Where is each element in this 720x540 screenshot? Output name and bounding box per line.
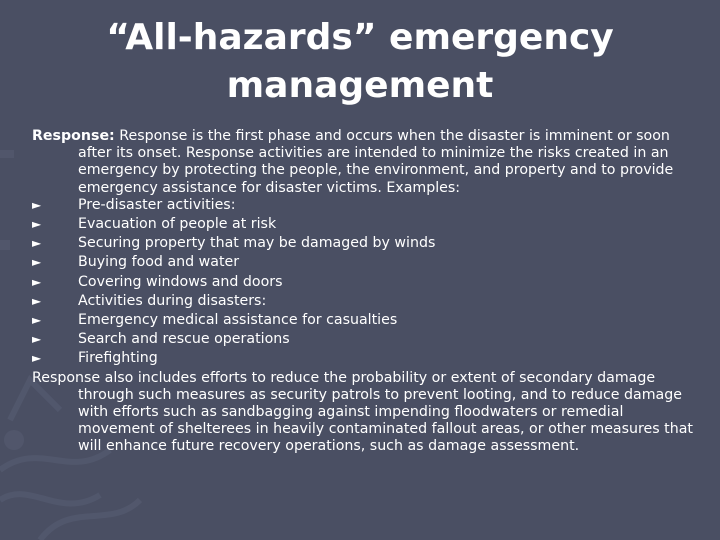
- intro-text: Response is the first phase and occurs when the disaster is imminent or soon after its onset. Response activities are intended to minimize the risks created in an emergency by protecting the people, the environment, and property and to provide emergency assistance for disaster victims. Examples:: [78, 128, 674, 196]
- bullet-text: Emergency medical assistance for casualties: [78, 312, 398, 329]
- title-line-2: management: [226, 65, 494, 106]
- bullet-item: [32, 293, 704, 310]
- bullet-text: Evacuation of people at risk: [78, 216, 277, 233]
- bullet-text: Search and rescue operations: [78, 331, 290, 348]
- bullet-arrow-icon: ►: [32, 332, 42, 347]
- title-line-1: “All-hazards” emergency: [106, 17, 614, 58]
- bullet-item: [32, 331, 704, 348]
- intro-paragraph: [32, 128, 704, 197]
- bullet-arrow-icon: ►: [32, 351, 42, 366]
- bullet-text: Buying food and water: [78, 254, 240, 271]
- bullet-item: [32, 350, 704, 367]
- bullet-list: [32, 197, 704, 368]
- bullet-item: [32, 216, 704, 233]
- bullet-arrow-icon: ►: [32, 274, 42, 289]
- bullet-text: Pre-disaster activities:: [78, 196, 236, 213]
- bullet-item: [32, 197, 704, 214]
- bullet-arrow-icon: ►: [32, 197, 42, 212]
- bullet-arrow-icon: ►: [32, 217, 42, 232]
- closing-paragraph: Response also includes efforts to reduce the probability or extent of secondary damage through such measures as security patrols to prevent looting, and to reduce damage with efforts such as sandbagging against impending floodwaters or remedial movement of shelterees in heavily contaminated fallout areas, or other measures that will enhance future recovery operations, such as damage assessment.: [32, 369, 693, 455]
- bullet-item: [32, 235, 704, 252]
- bullet-arrow-icon: ►: [32, 236, 42, 251]
- bullet-text: Activities during disasters:: [78, 292, 267, 309]
- bullet-text: Covering windows and doors: [78, 273, 283, 290]
- bullet-arrow-icon: ►: [32, 293, 42, 308]
- bullet-arrow-icon: ►: [32, 313, 42, 328]
- bullet-item: [32, 254, 704, 271]
- slide-body: [32, 128, 704, 456]
- intro-lead: Response:: [32, 128, 115, 144]
- slide-title: [0, 14, 720, 110]
- bullet-text: Securing property that may be damaged by winds: [78, 235, 436, 252]
- bullet-text: Firefighting: [78, 350, 158, 367]
- bullet-arrow-icon: ►: [32, 255, 42, 270]
- bullet-item: [32, 274, 704, 291]
- bullet-item: [32, 312, 704, 329]
